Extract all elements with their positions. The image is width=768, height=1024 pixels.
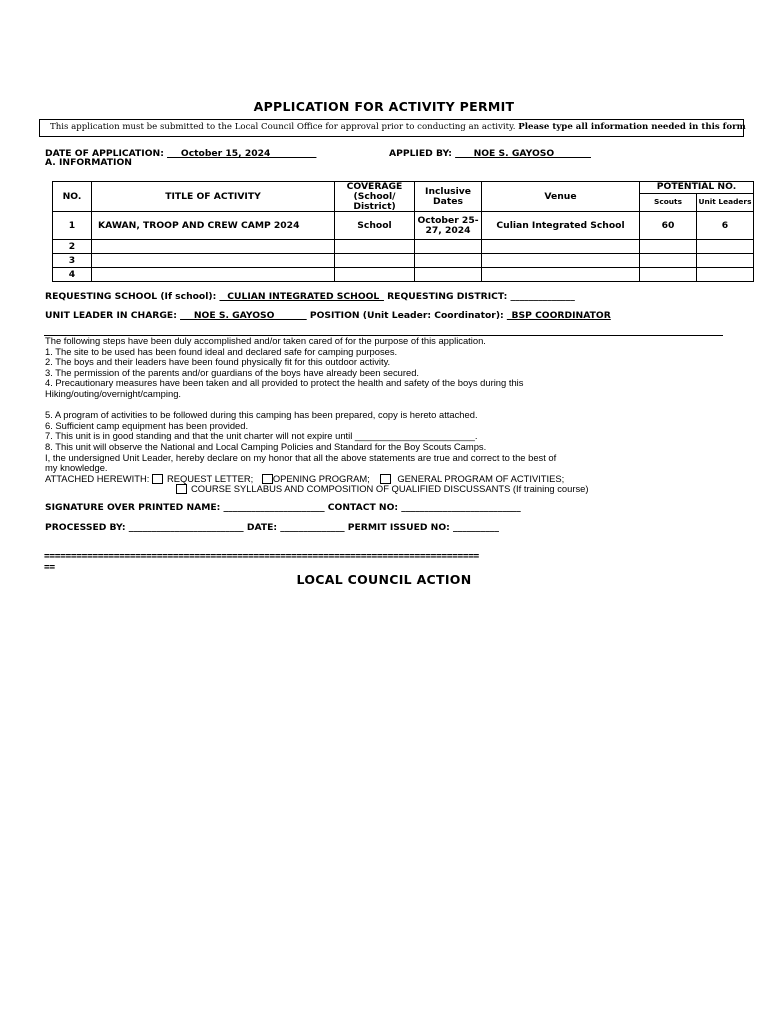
unit-leader-label: UNIT LEADER IN CHARGE:	[45, 310, 181, 321]
statement-4b: Hiking/outing/overnight/camping.	[45, 387, 182, 399]
cell-title[interactable]	[92, 268, 335, 282]
unit-leader-value[interactable]: ___NOE S. GAYOSO_______	[180, 310, 307, 321]
cell-no: 2	[53, 240, 92, 254]
position-label: POSITION (Unit Leader: Coordinator):	[306, 310, 507, 321]
local-council-heading: LOCAL COUNCIL ACTION	[296, 572, 472, 587]
unit-leader-line	[45, 310, 611, 321]
header-dates: Inclusive Dates	[415, 182, 482, 212]
position-value[interactable]: _BSP COORDINATOR	[506, 310, 611, 321]
header-coverage: COVERAGE (School/ District)	[335, 182, 415, 212]
requesting-district[interactable]: REQUESTING DISTRICT: ______________	[383, 291, 575, 302]
cell-dates[interactable]	[415, 240, 482, 254]
statement-7: 7. This unit is in good standing and that the unit charter will not expire until _______________________.	[45, 430, 478, 442]
section-a-heading: A. INFORMATION	[45, 157, 132, 168]
table-row	[53, 254, 754, 268]
header-potential: POTENTIAL NO.	[640, 182, 754, 194]
cell-title[interactable]: KAWAN, TROOP AND CREW CAMP 2024	[92, 212, 335, 240]
declaration-a: I, the undersigned Unit Leader, hereby declare on my honor that all the above statements are true and correct to the best of	[45, 451, 557, 463]
cell-scouts[interactable]: 60	[640, 212, 697, 240]
request-letter-checkbox[interactable]	[152, 474, 163, 484]
cell-dates[interactable]	[415, 254, 482, 268]
date-label: DATE OF APPLICATION:	[45, 148, 168, 159]
notice-bold: Please type all information needed in this form	[518, 122, 746, 132]
statement-8: 8. This unit will observe the National and Local Camping Policies and Standard for the Boy Scouts Camps.	[45, 440, 487, 452]
cell-scouts[interactable]	[640, 240, 697, 254]
statement-4a: 4. Precautionary measures have been taken and all provided to protect the health and safety of the boys during this	[45, 377, 524, 389]
cell-no: 4	[53, 268, 92, 282]
table-row	[53, 268, 754, 282]
attachments-label: ATTACHED HEREWITH:	[45, 472, 150, 484]
requesting-school-value[interactable]: _ CULIAN INTEGRATED SCHOOL_	[219, 291, 384, 302]
general-program-checkbox[interactable]	[380, 474, 391, 484]
opening-program-checkbox[interactable]	[262, 474, 273, 484]
cell-dates[interactable]	[415, 268, 482, 282]
activity-table	[52, 181, 754, 282]
date-value[interactable]: ___October 15, 2024__________	[167, 148, 317, 159]
course-syllabus-label: COURSE SYLLABUS AND COMPOSITION OF QUALIFIED DISCUSSANTS (If training course)	[191, 483, 589, 495]
statement-intro: The following steps have been duly accomplished and/or taken cared of for the purpose of this application.	[45, 335, 486, 346]
cell-coverage[interactable]	[335, 268, 415, 282]
request-letter-label: REQUEST LETTER;	[166, 472, 254, 484]
cell-leaders[interactable]: 6	[697, 212, 754, 240]
cell-leaders[interactable]	[697, 254, 754, 268]
applied-by	[389, 148, 591, 159]
cell-venue[interactable]	[482, 268, 640, 282]
declaration-b: my knowledge.	[45, 462, 108, 474]
separator-equals: ================================================================================= ==	[44, 551, 479, 573]
cell-title[interactable]	[92, 240, 335, 254]
cell-leaders[interactable]	[697, 268, 754, 282]
table-row	[53, 212, 754, 240]
cell-coverage[interactable]: School	[335, 212, 415, 240]
header-leaders: Unit Leaders	[697, 193, 754, 212]
general-program-label: GENERAL PROGRAM OF ACTIVITIES;	[397, 472, 565, 484]
cell-no: 3	[53, 254, 92, 268]
header-venue: Venue	[482, 182, 640, 212]
statement-6: 6. Sufficient camp equipment has been provided.	[45, 419, 249, 431]
applied-by-label: APPLIED BY:	[389, 148, 456, 159]
notice-normal: This application must be submitted to the Local Council Office for approval prior to conducting an activity.	[50, 122, 516, 132]
course-syllabus-checkbox[interactable]	[176, 484, 187, 494]
processed-by-line[interactable]: PROCESSED BY: _________________________ DATE: ______________ PERMIT ISSUED NO: __________	[45, 522, 499, 533]
requesting-school-label: REQUESTING SCHOOL (If school):	[45, 291, 220, 302]
header-scouts: Scouts	[640, 193, 697, 212]
cell-scouts[interactable]	[640, 254, 697, 268]
statement-5: 5. A program of activities to be followed during this camping has been prepared, copy is hereto attached.	[45, 409, 478, 421]
cell-scouts[interactable]	[640, 268, 697, 282]
cell-dates[interactable]: October 25-27, 2024	[415, 212, 482, 240]
opening-program-label: OPENING PROGRAM;	[272, 472, 370, 484]
applied-by-value[interactable]: ____NOE S. GAYOSO________	[455, 148, 591, 159]
attachments-row-2	[45, 484, 589, 495]
header-no: NO.	[53, 182, 92, 212]
cell-venue[interactable]	[482, 254, 640, 268]
notice-text	[50, 122, 746, 132]
cell-title[interactable]	[92, 254, 335, 268]
cell-coverage[interactable]	[335, 240, 415, 254]
statement-3: 3. The permission of the parents and/or guardians of the boys have already been secured.	[45, 366, 420, 378]
statements-block	[45, 336, 589, 495]
cell-leaders[interactable]	[697, 240, 754, 254]
cell-no: 1	[53, 212, 92, 240]
cell-venue[interactable]: Culian Integrated School	[482, 212, 640, 240]
signature-line[interactable]: SIGNATURE OVER PRINTED NAME: ______________________ CONTACT NO: __________________________	[45, 502, 521, 513]
statement-1: 1. The site to be used has been found ideal and declared safe for camping purposes.	[45, 345, 398, 357]
form-title: APPLICATION FOR ACTIVITY PERMIT	[253, 99, 515, 114]
requesting-school-line	[45, 291, 575, 302]
cell-coverage[interactable]	[335, 254, 415, 268]
cell-venue[interactable]	[482, 240, 640, 254]
header-title: TITLE OF ACTIVITY	[92, 182, 335, 212]
table-row	[53, 240, 754, 254]
statement-2: 2. The boys and their leaders have been found physically fit for this outdoor activity.	[45, 356, 391, 368]
